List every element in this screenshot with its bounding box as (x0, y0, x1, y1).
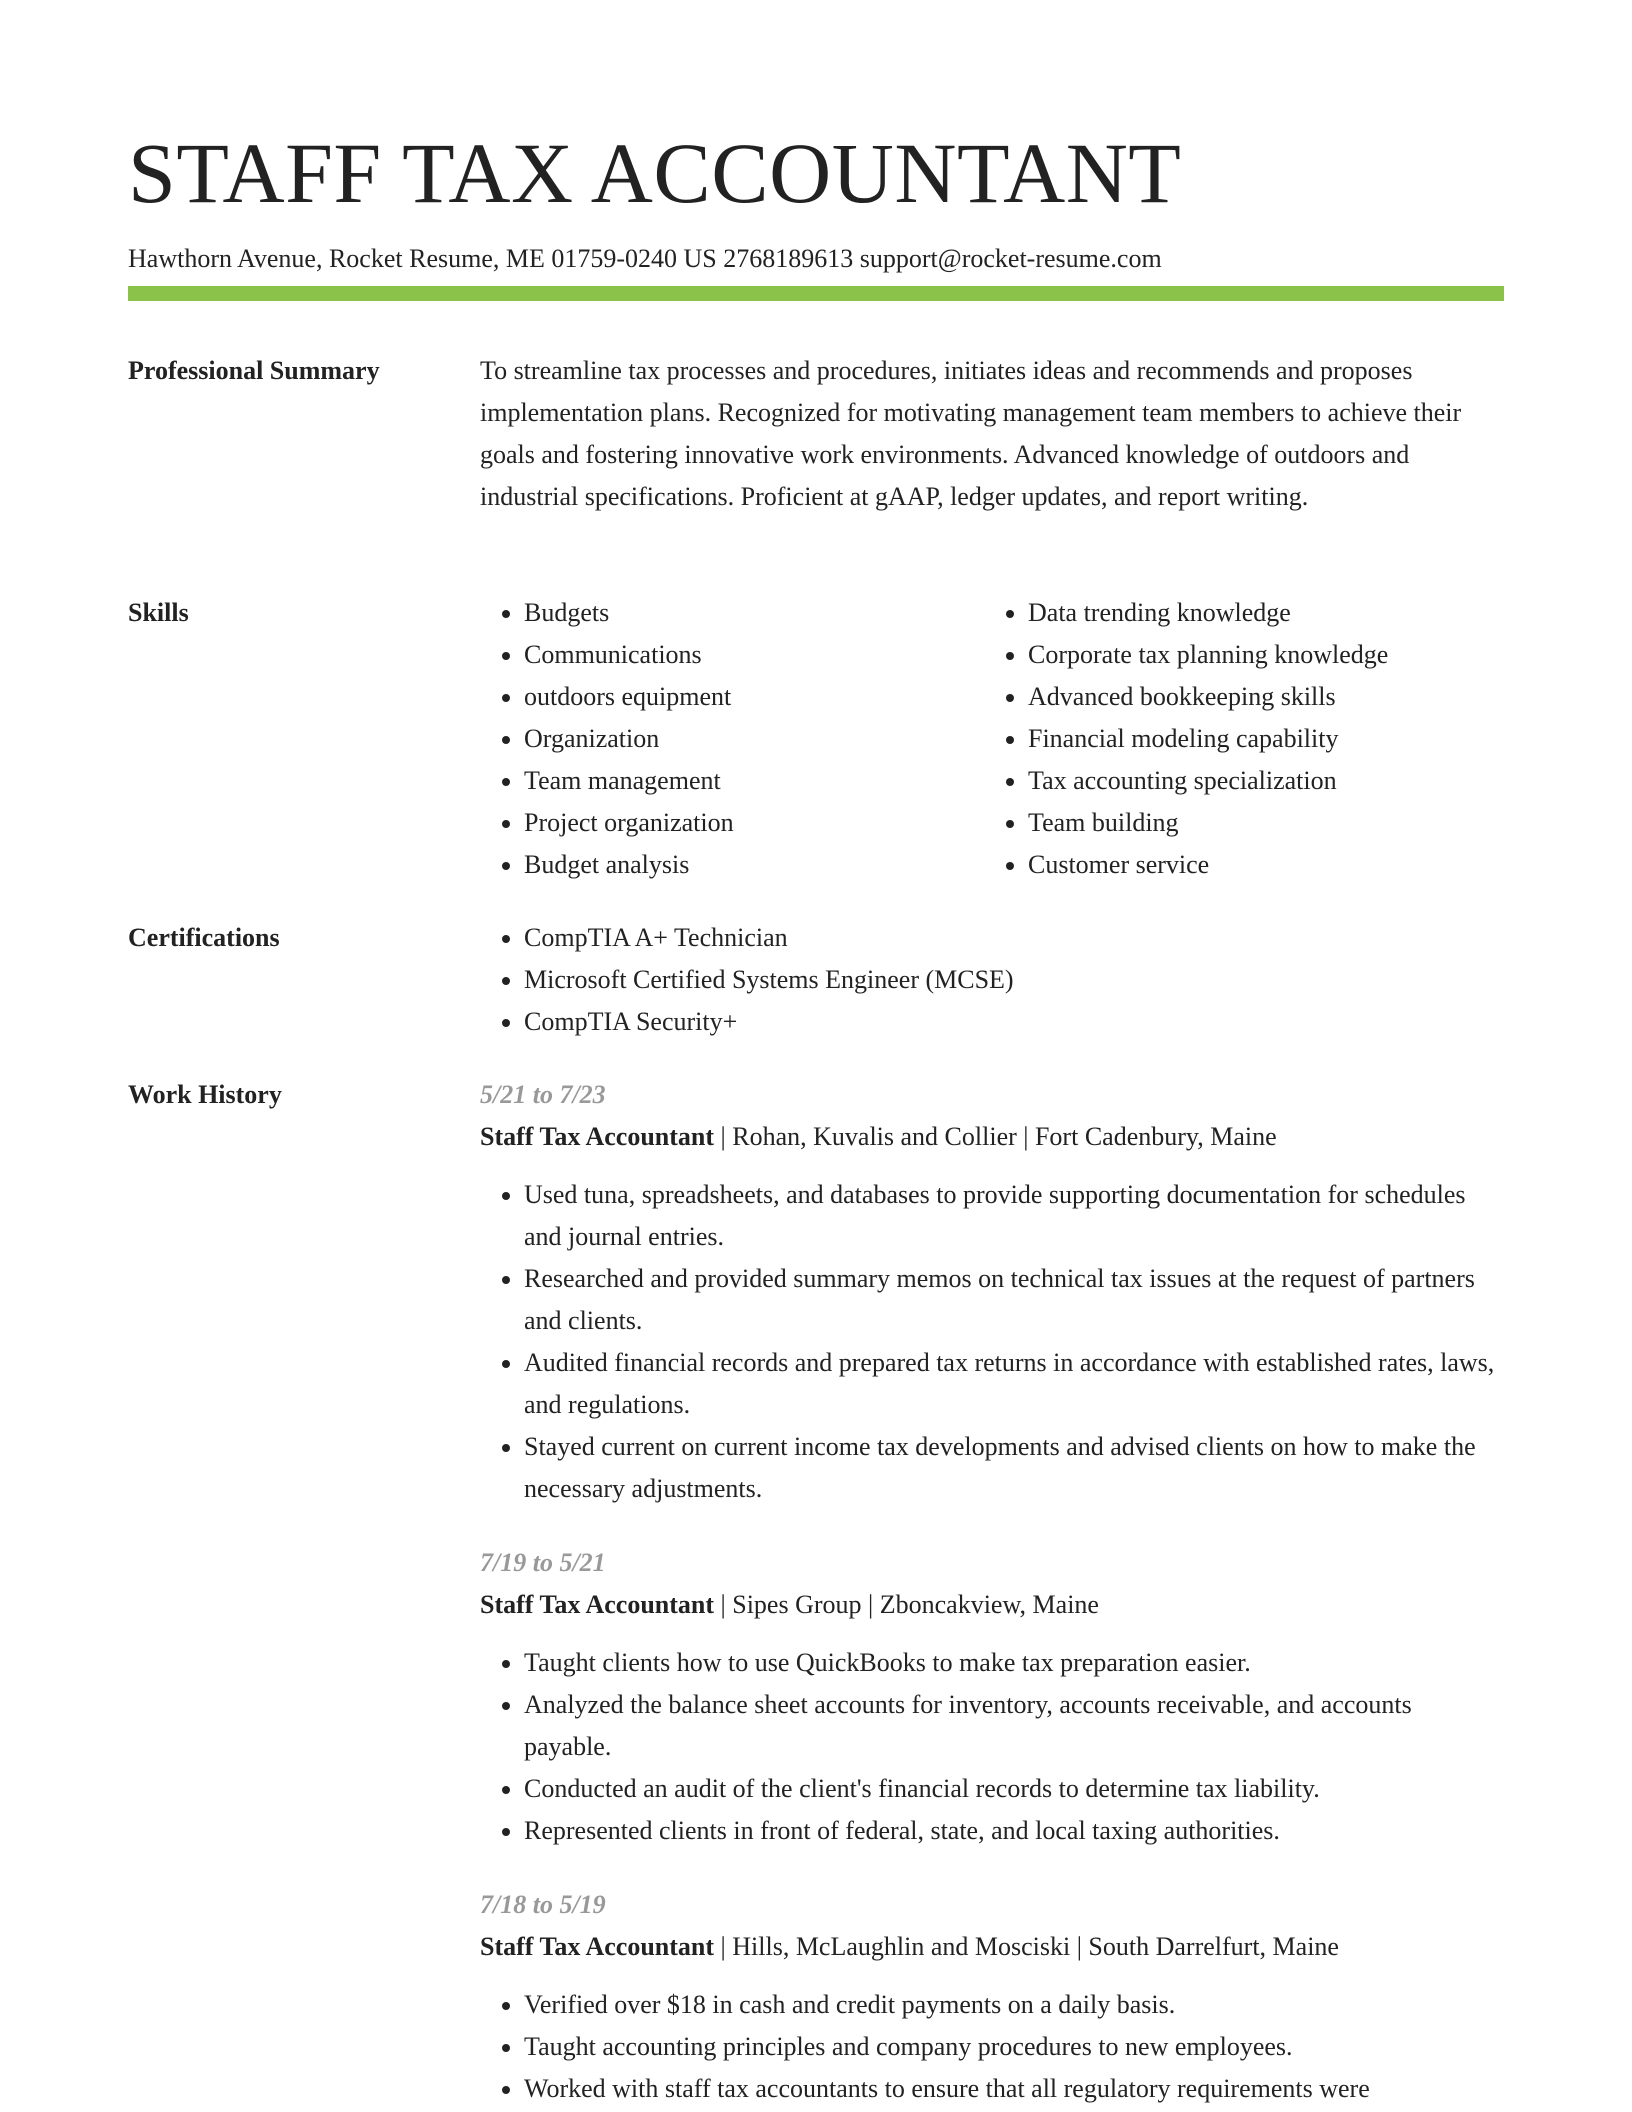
job-title: Staff Tax Accountant (480, 1590, 715, 1619)
job-bullets (480, 1984, 1504, 2110)
resume-header (128, 118, 1504, 276)
job-entry (480, 1884, 1504, 2110)
work-history-body (480, 1074, 1504, 2112)
skill-item: • Advanced bookkeeping skills (1028, 676, 1488, 718)
skill-item: • Project organization (524, 802, 984, 844)
job-heading (480, 1926, 1504, 1968)
job-bullet: • Stayed current on current income tax developments and advised clients on how to make the necessary adjustments. (524, 1426, 1504, 1510)
job-bullets (480, 1642, 1504, 1852)
skill-item: • Budgets (524, 592, 984, 634)
job-details: | Sipes Group | Zboncakview, Maine (714, 1590, 1099, 1619)
skill-item: • Financial modeling capability (1028, 718, 1488, 760)
page-title: STAFF TAX ACCOUNTANT (128, 125, 1182, 221)
job-heading (480, 1116, 1504, 1158)
job-bullet: • Researched and provided summary memos on technical tax issues at the request of partners and clients. (524, 1258, 1504, 1342)
job-bullets (480, 1174, 1504, 1510)
skill-item: • Customer service (1028, 844, 1488, 886)
skills-list-right (984, 592, 1488, 886)
skill-item: • Corporate tax planning knowledge (1028, 634, 1488, 676)
skill-item: • Tax accounting specialization (1028, 760, 1488, 802)
contact-address: Hawthorn Avenue, Rocket Resume, ME 01759-0240 US (128, 244, 717, 273)
skills-list-left (480, 592, 984, 886)
job-bullet: • Analyzed the balance sheet accounts for inventory, accounts receivable, and accounts payable. (524, 1684, 1504, 1768)
skills-heading: Skills (128, 598, 189, 627)
certifications-list (480, 917, 1504, 1043)
contact-line (128, 242, 1504, 276)
skill-item: • Communications (524, 634, 984, 676)
job-bullet: • Worked with staff tax accountants to ensure that all regulatory requirements were (524, 2068, 1504, 2110)
job-bullet: • Represented clients in front of federal, state, and local taxing authorities. (524, 1810, 1504, 1852)
job-details: | Hills, McLaughlin and Mosciski | South Darrelfurt, Maine (714, 1932, 1339, 1961)
certification-item: • Microsoft Certified Systems Engineer (MCSE) (524, 959, 1504, 1001)
contact-email: support@rocket-resume.com (859, 244, 1162, 273)
accent-divider (128, 286, 1504, 301)
job-dates: 5/21 to 7/23 (480, 1080, 606, 1109)
job-heading (480, 1584, 1504, 1626)
skills-body (480, 592, 1504, 886)
job-bullet: • Audited financial records and prepared tax returns in accordance with established rates, laws, and regulations. (524, 1342, 1504, 1426)
skill-item: • Team management (524, 760, 984, 802)
certifications-heading: Certifications (128, 923, 280, 952)
job-title: Staff Tax Accountant (480, 1932, 715, 1961)
job-entry (480, 1074, 1504, 1510)
skills-column-left (480, 592, 984, 886)
job-bullet: • Taught clients how to use QuickBooks to make tax preparation easier. (524, 1642, 1504, 1684)
job-title: Staff Tax Accountant (480, 1122, 715, 1151)
skill-item: • outdoors equipment (524, 676, 984, 718)
skill-item: • Team building (1028, 802, 1488, 844)
skill-item: • Data trending knowledge (1028, 592, 1488, 634)
certification-item: • CompTIA A+ Technician (524, 917, 1504, 959)
job-entry (480, 1542, 1504, 1852)
job-bullet: • Verified over $18 in cash and credit payments on a daily basis. (524, 1984, 1504, 2026)
skill-item: • Budget analysis (524, 844, 984, 886)
job-bullet: • Used tuna, spreadsheets, and databases to provide supporting documentation for schedules and journal entries. (524, 1174, 1504, 1258)
summary-body (480, 350, 1504, 518)
job-dates: 7/18 to 5/19 (480, 1890, 606, 1919)
summary-text: To streamline tax processes and procedures, initiates ideas and recommends and proposes implementation plans. Recognized for motivating management team members to achieve their goals and fostering innovative work environments. Advanced knowledge of outdoors and industrial specifications. Proficient at gAAP, ledger updates, and report writing. (480, 356, 1462, 511)
skills-columns (480, 592, 1504, 886)
job-bullet: • Taught accounting principles and company procedures to new employees. (524, 2026, 1504, 2068)
job-details: | Rohan, Kuvalis and Collier | Fort Cadenbury, Maine (714, 1122, 1277, 1151)
skill-item: • Organization (524, 718, 984, 760)
summary-heading: Professional Summary (128, 356, 380, 385)
certifications-body (480, 917, 1504, 1043)
contact-phone: 2768189613 (723, 244, 854, 273)
work-history-heading: Work History (128, 1080, 282, 1109)
certification-item: • CompTIA Security+ (524, 1001, 1504, 1043)
job-dates: 7/19 to 5/21 (480, 1548, 606, 1577)
skills-column-right (984, 592, 1488, 886)
job-bullet: • Conducted an audit of the client's financial records to determine tax liability. (524, 1768, 1504, 1810)
